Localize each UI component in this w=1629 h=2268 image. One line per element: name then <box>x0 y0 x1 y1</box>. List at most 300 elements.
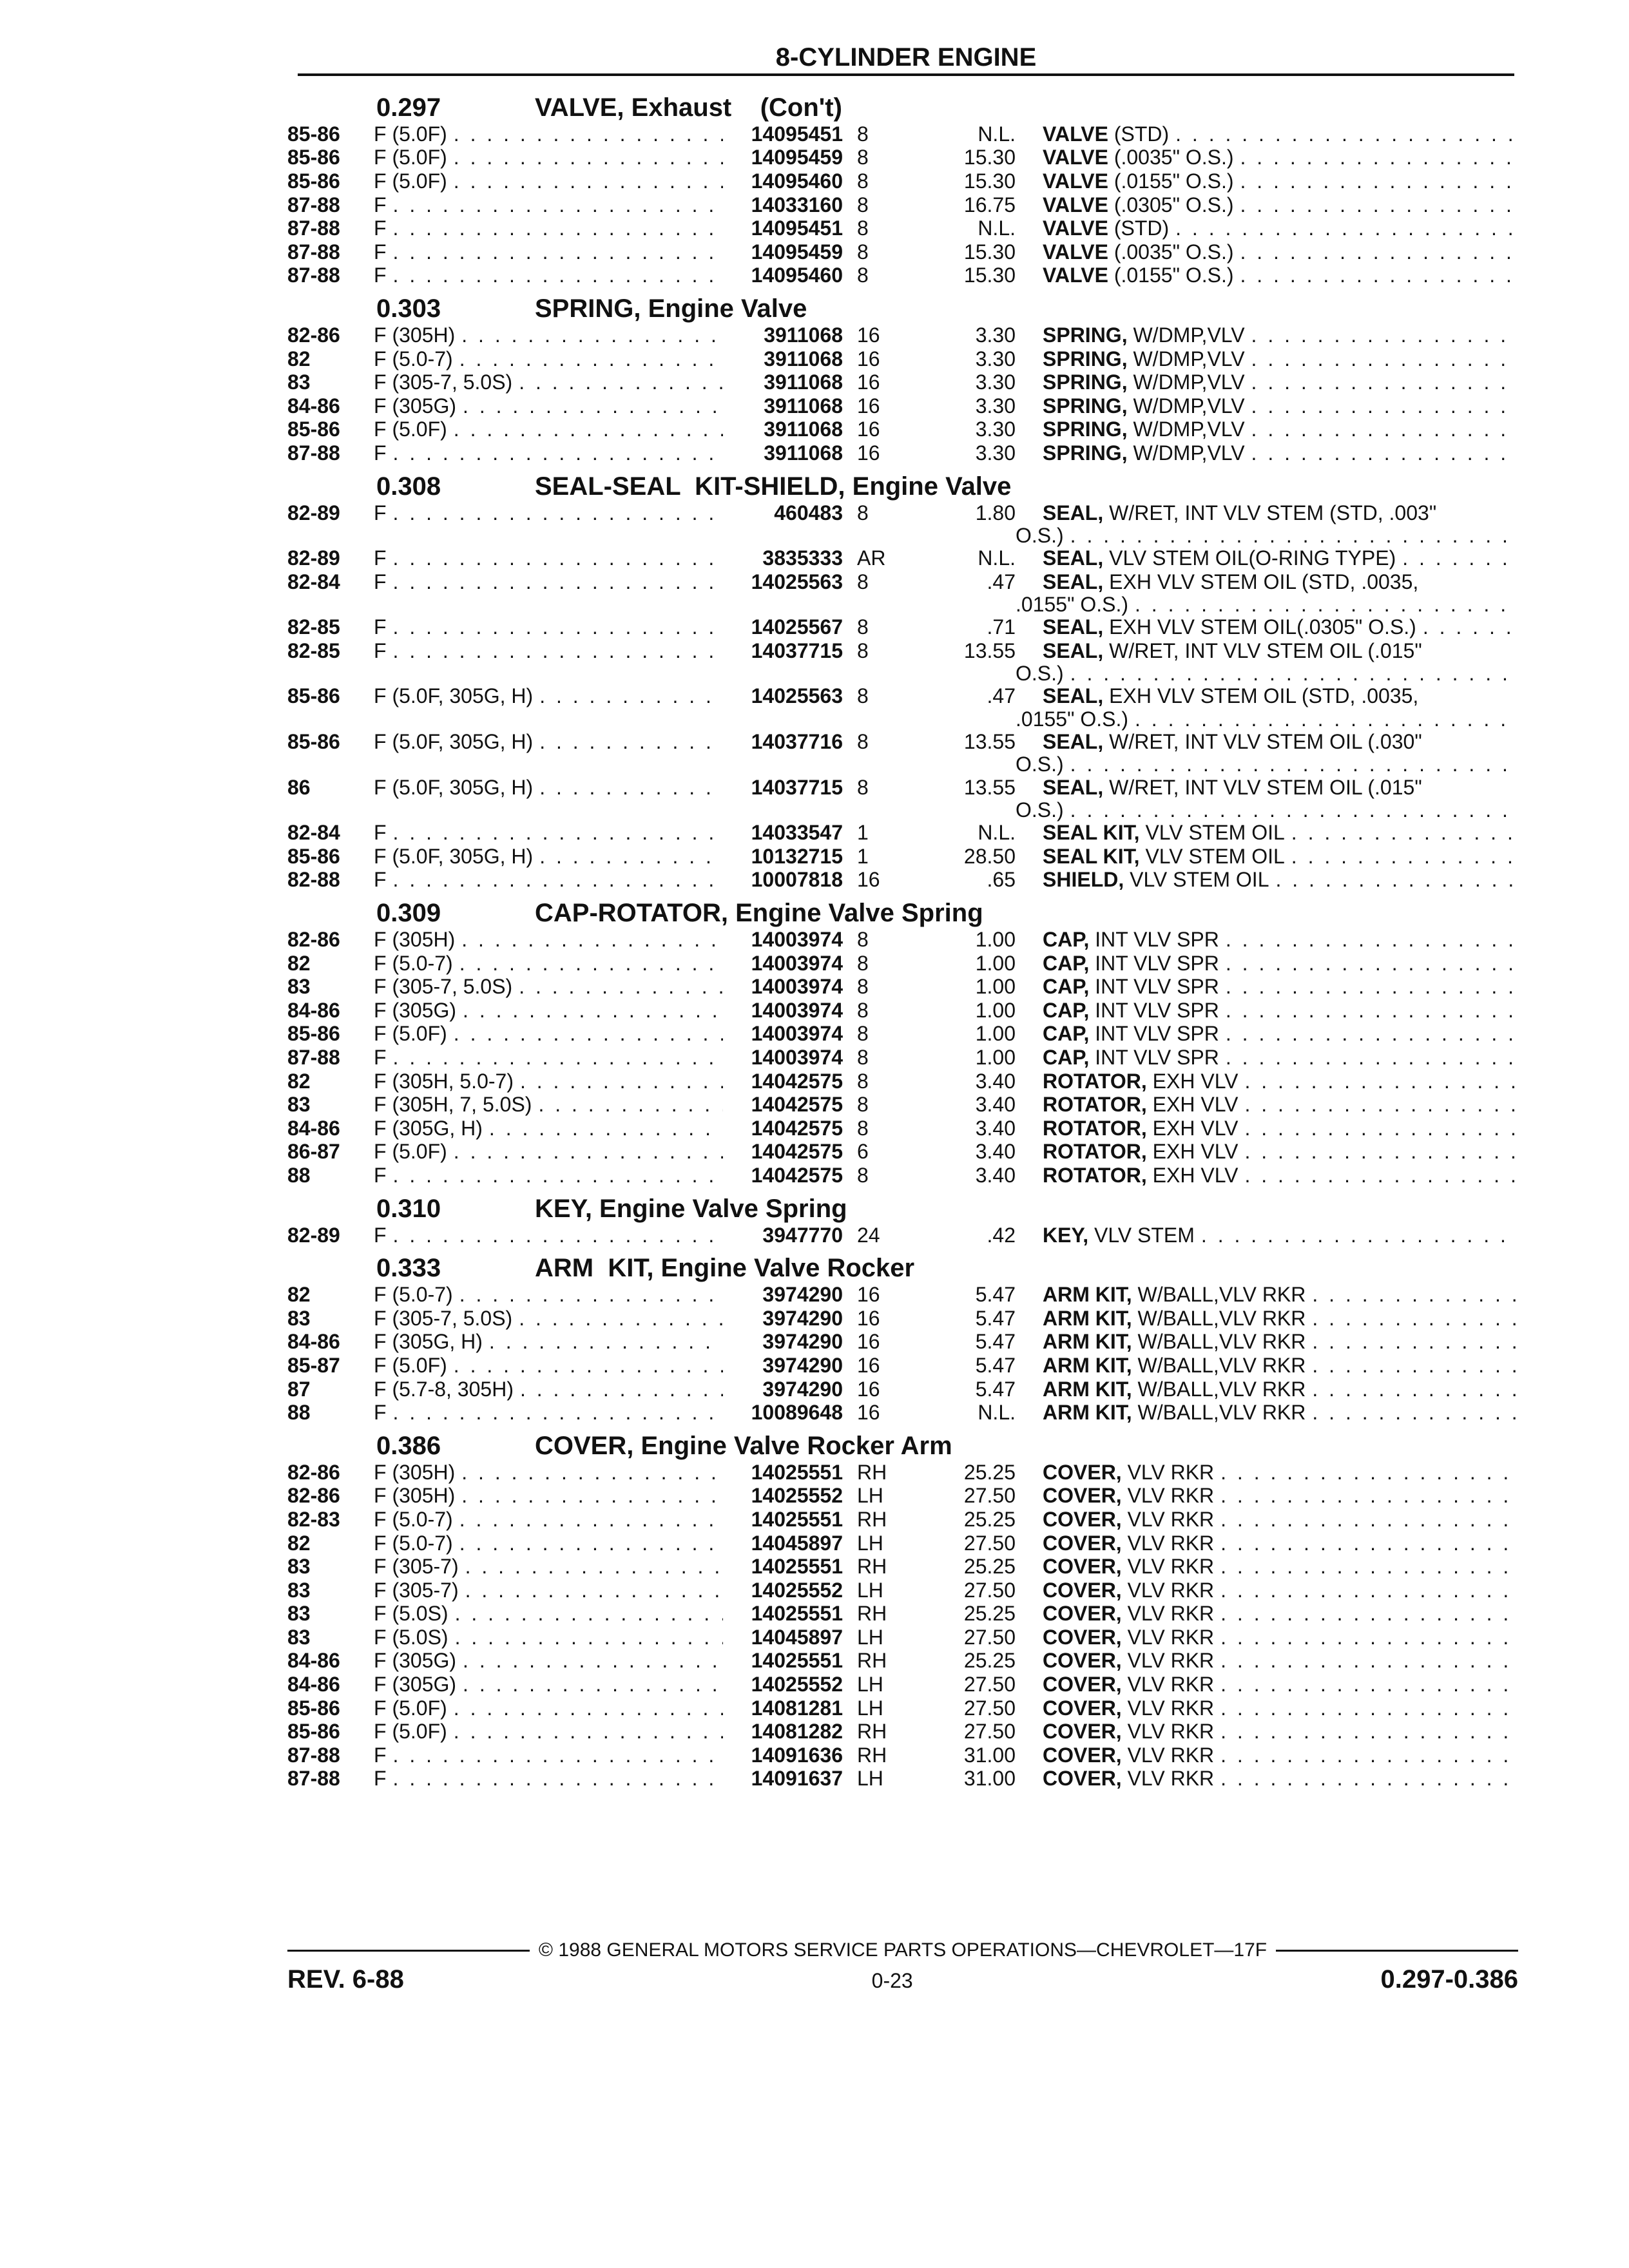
leader-dots <box>1251 370 1518 394</box>
price: 3.30 <box>975 347 1016 370</box>
leader-dots <box>1226 1046 1518 1070</box>
part-number: 14037716 <box>751 730 843 754</box>
leader-dots <box>1220 1626 1518 1649</box>
part-description <box>1043 1117 1518 1140</box>
price: 27.50 <box>963 1673 1016 1696</box>
application-cell <box>374 216 723 240</box>
part-description <box>1043 501 1518 525</box>
quantity: LH <box>857 1531 883 1555</box>
copyright-text: © 1988 GENERAL MOTORS SERVICE PARTS OPERATIONS—CHEVROLET—17F <box>538 1939 1268 1961</box>
page-title: 8-CYLINDER ENGINE <box>775 43 1037 72</box>
part-name: VALVE <box>1043 193 1108 216</box>
part-number: 14025552 <box>751 1578 843 1602</box>
model-years: 84-86 <box>287 1116 340 1140</box>
model-years: 82-86 <box>287 323 340 347</box>
part-row <box>287 394 1518 418</box>
model-years: 83 <box>287 975 311 999</box>
part-description <box>1043 1532 1518 1555</box>
part-description <box>1043 146 1518 169</box>
leader-dots <box>539 776 723 800</box>
leader-dots <box>1240 169 1518 193</box>
application-text: F (5.7-8, 305H) <box>374 1377 514 1401</box>
part-row <box>287 1307 1518 1331</box>
application-text: F <box>374 868 387 892</box>
quantity: LH <box>857 1673 883 1696</box>
part-description <box>1043 546 1518 570</box>
part-number: 3911068 <box>764 394 843 418</box>
part-detail: W/DMP,VLV <box>1127 370 1245 394</box>
price: 3.30 <box>975 394 1016 418</box>
part-row-continued <box>287 799 1518 821</box>
part-row <box>287 264 1518 288</box>
part-number: 14042575 <box>751 1140 843 1164</box>
model-years: 86 <box>287 775 311 799</box>
application-cell <box>374 146 723 169</box>
leader-dots <box>1312 1283 1518 1307</box>
part-detail: VLV RKR <box>1121 1531 1215 1555</box>
part-description <box>1043 1022 1518 1046</box>
part-description <box>1043 216 1518 240</box>
leader-dots <box>1251 323 1518 347</box>
leader-dots <box>1244 1117 1518 1140</box>
part-description <box>1043 1164 1518 1187</box>
application-cell <box>374 1484 723 1508</box>
quantity: 8 <box>857 122 869 146</box>
quantity: 16 <box>857 1306 880 1330</box>
model-years: 85-87 <box>287 1353 340 1377</box>
part-detail: W/DMP,VLV <box>1127 323 1245 347</box>
application-text: F (5.0-7) <box>374 1531 453 1555</box>
application-cell <box>374 868 723 892</box>
quantity: 8 <box>857 1069 869 1093</box>
application-cell <box>374 1354 723 1378</box>
part-name: ARM KIT, <box>1043 1283 1132 1307</box>
part-number: 3974290 <box>762 1283 843 1307</box>
part-detail: EXH VLV STEM OIL (STD, .0035, <box>1103 684 1419 708</box>
leader-dots <box>1070 524 1518 548</box>
section-code: 0.333 <box>376 1254 441 1283</box>
application-cell <box>374 441 723 465</box>
part-name: ROTATOR, <box>1043 1093 1147 1117</box>
part-name: CAP, <box>1043 928 1090 952</box>
part-number: 14037715 <box>751 639 843 662</box>
part-detail: VLV RKR <box>1121 1507 1215 1531</box>
part-name: COVER, <box>1043 1578 1122 1602</box>
price: N.L. <box>978 821 1016 845</box>
price: 3.40 <box>975 1093 1016 1117</box>
price: 25.25 <box>963 1602 1016 1626</box>
price: 3.30 <box>975 418 1016 441</box>
price: .47 <box>987 570 1016 593</box>
model-years: 85-86 <box>287 684 340 708</box>
leader-dots <box>393 1224 723 1247</box>
quantity: RH <box>857 1555 887 1579</box>
part-row <box>287 122 1518 146</box>
part-name: ARM KIT, <box>1043 1353 1132 1377</box>
part-row <box>287 169 1518 193</box>
leader-dots <box>1175 122 1518 146</box>
leader-dots <box>1240 146 1518 169</box>
price: 3.30 <box>975 370 1016 394</box>
part-number: 3974290 <box>762 1330 843 1354</box>
model-years: 87-88 <box>287 193 340 216</box>
application-cell <box>374 370 723 394</box>
part-name: COVER, <box>1043 1602 1122 1626</box>
part-name: SEAL, <box>1043 639 1104 662</box>
part-detail: W/RET, INT VLV STEM (STD, .003" <box>1103 501 1437 524</box>
part-number: 10089648 <box>751 1401 843 1425</box>
part-number: 3911068 <box>764 441 843 465</box>
part-row <box>287 1485 1518 1508</box>
leader-dots <box>463 1649 723 1673</box>
application-text: F <box>374 441 387 465</box>
part-row <box>287 570 1518 594</box>
part-number: 3835333 <box>762 546 843 570</box>
part-detail: W/DMP,VLV <box>1127 347 1245 370</box>
application-text: F <box>374 501 387 524</box>
leader-dots <box>1291 821 1518 845</box>
model-years: 83 <box>287 1578 311 1602</box>
part-description-cont <box>1016 798 1518 822</box>
part-name: ARM KIT, <box>1043 1377 1132 1401</box>
part-row <box>287 546 1518 570</box>
leader-dots <box>1135 707 1518 731</box>
leader-dots <box>1220 1484 1518 1508</box>
part-description <box>1043 845 1518 869</box>
application-text: F (5.0-7) <box>374 951 453 975</box>
application-text: F (5.0F) <box>374 1140 447 1164</box>
section-title: ARM KIT, Engine Valve Rocker <box>535 1254 915 1283</box>
quantity: 8 <box>857 1116 869 1140</box>
section-code: 0.308 <box>376 472 441 501</box>
quantity: RH <box>857 1743 887 1767</box>
leader-dots <box>1312 1307 1518 1331</box>
quantity: 8 <box>857 501 869 524</box>
application-cell <box>374 1555 723 1579</box>
revision-label: REV. 6-88 <box>287 1965 404 1994</box>
application-cell <box>374 1649 723 1673</box>
application-text: F (5.0S) <box>374 1602 448 1626</box>
part-detail: VLV RKR <box>1121 1720 1215 1744</box>
quantity: 16 <box>857 1330 880 1354</box>
part-description-cont <box>1016 662 1518 686</box>
application-cell <box>374 1744 723 1767</box>
part-number: 14095459 <box>751 146 843 169</box>
part-name: CAP, <box>1043 998 1090 1022</box>
application-text: F <box>374 1767 387 1791</box>
application-cell <box>374 639 723 663</box>
part-name: VALVE <box>1043 216 1108 240</box>
part-description <box>1043 1070 1518 1093</box>
quantity: 24 <box>857 1223 880 1247</box>
part-number: 14095460 <box>751 264 843 287</box>
part-detail: (STD) <box>1108 216 1170 240</box>
part-description <box>1043 1401 1518 1425</box>
leader-dots <box>1402 546 1518 570</box>
quantity: 8 <box>857 615 869 639</box>
application-cell <box>374 1461 723 1485</box>
leader-dots <box>1220 1532 1518 1555</box>
part-description <box>1043 441 1518 465</box>
quantity: RH <box>857 1720 887 1744</box>
page-number: 0-23 <box>871 1969 913 1992</box>
part-number: 14042575 <box>751 1163 843 1187</box>
price: 15.30 <box>963 169 1016 193</box>
quantity: 1 <box>857 821 869 845</box>
part-row <box>287 999 1518 1023</box>
leader-dots <box>1251 347 1518 371</box>
application-cell <box>374 1626 723 1649</box>
part-row-continued <box>287 594 1518 616</box>
part-number: 3974290 <box>762 1353 843 1377</box>
leader-dots <box>454 1022 723 1046</box>
part-detail: VLV RKR <box>1121 1555 1215 1579</box>
part-detail: VLV STEM OIL <box>1139 844 1285 868</box>
model-years: 82-86 <box>287 1460 340 1484</box>
part-row <box>287 347 1518 371</box>
part-row <box>287 975 1518 999</box>
leader-dots <box>454 1140 723 1164</box>
leader-dots <box>539 730 723 754</box>
model-years: 83 <box>287 1306 311 1330</box>
application-text: F (305H) <box>374 1484 456 1508</box>
part-detail: VLV RKR <box>1121 1696 1215 1720</box>
price: 5.47 <box>975 1377 1016 1401</box>
model-years: 87-88 <box>287 1743 340 1767</box>
part-description <box>1043 1579 1518 1602</box>
leader-dots <box>393 240 723 264</box>
part-row <box>287 639 1518 663</box>
part-detail: W/DMP,VLV <box>1127 394 1245 418</box>
section-heading <box>287 1247 1518 1283</box>
part-description <box>1043 975 1518 999</box>
leader-dots <box>1220 1767 1518 1791</box>
price: 1.00 <box>975 928 1016 952</box>
part-description <box>1043 1626 1518 1649</box>
part-number: 14025552 <box>751 1673 843 1696</box>
model-years: 82-83 <box>287 1507 340 1531</box>
part-description <box>1043 1767 1518 1791</box>
application-text: F (305-7, 5.0S) <box>374 975 513 999</box>
application-cell <box>374 1401 723 1425</box>
application-text: F (305H) <box>374 1460 456 1484</box>
application-cell <box>374 1070 723 1093</box>
part-row <box>287 370 1518 394</box>
part-detail: INT VLV SPR <box>1089 998 1219 1022</box>
application-text: F (5.0-7) <box>374 1507 453 1531</box>
leader-dots <box>461 1461 723 1485</box>
leader-dots <box>455 1602 723 1626</box>
section-code: 0.309 <box>376 899 441 928</box>
quantity: 8 <box>857 169 869 193</box>
quantity: 8 <box>857 775 869 799</box>
application-text: F (5.0S) <box>374 1625 448 1649</box>
quantity: 8 <box>857 570 869 593</box>
part-description <box>1043 418 1518 441</box>
application-cell <box>374 684 723 708</box>
part-description <box>1043 240 1518 264</box>
application-cell <box>374 501 723 525</box>
leader-dots <box>1070 753 1518 776</box>
part-row <box>287 1070 1518 1093</box>
footer-rule-right <box>1276 1950 1518 1952</box>
part-number: 14025551 <box>751 1460 843 1484</box>
part-name: COVER, <box>1043 1555 1122 1579</box>
part-name: SPRING, <box>1043 441 1128 465</box>
leader-dots <box>454 1696 723 1720</box>
part-row <box>287 1744 1518 1767</box>
model-years: 85-86 <box>287 1720 340 1744</box>
price: 5.47 <box>975 1353 1016 1377</box>
application-cell <box>374 1022 723 1046</box>
application-cell <box>374 821 723 845</box>
part-detail: INT VLV SPR <box>1089 1046 1219 1070</box>
part-row <box>287 685 1518 709</box>
part-number: 14042575 <box>751 1069 843 1093</box>
leader-dots <box>1312 1401 1518 1425</box>
part-description <box>1043 684 1518 708</box>
part-detail: EXH VLV <box>1146 1069 1239 1093</box>
part-description <box>1043 1696 1518 1720</box>
price: 3.40 <box>975 1069 1016 1093</box>
part-description-cont <box>1016 707 1518 731</box>
application-cell <box>374 323 723 347</box>
part-detail: W/RET, INT VLV STEM OIL (.030" <box>1103 730 1422 754</box>
part-row <box>287 146 1518 170</box>
part-row <box>287 1532 1518 1555</box>
part-name: COVER, <box>1043 1696 1122 1720</box>
part-detail: VLV RKR <box>1121 1625 1215 1649</box>
part-detail: EXH VLV <box>1146 1093 1239 1117</box>
model-years: 85-86 <box>287 844 340 868</box>
part-name: CAP, <box>1043 975 1090 999</box>
leader-dots <box>463 394 723 418</box>
application-cell <box>374 1307 723 1331</box>
part-detail: W/BALL,VLV RKR <box>1132 1330 1306 1354</box>
part-description <box>1043 1283 1518 1307</box>
price: 27.50 <box>963 1696 1016 1720</box>
quantity: 8 <box>857 975 869 999</box>
application-text: F (305G) <box>374 998 457 1022</box>
price: 13.55 <box>963 775 1016 799</box>
price: 1.00 <box>975 1046 1016 1070</box>
model-years: 85-86 <box>287 730 340 754</box>
quantity: RH <box>857 1649 887 1673</box>
quantity: 8 <box>857 193 869 216</box>
model-years: 82-88 <box>287 868 340 892</box>
part-number: 14025551 <box>751 1602 843 1626</box>
part-detail: INT VLV SPR <box>1089 975 1219 999</box>
section-heading <box>287 892 1518 928</box>
leader-dots <box>393 264 723 287</box>
quantity: 6 <box>857 1140 869 1164</box>
part-description-cont <box>1016 593 1518 617</box>
part-number: 14003974 <box>751 975 843 999</box>
application-cell <box>374 1117 723 1140</box>
section-title: CAP-ROTATOR, Engine Valve Spring <box>535 899 983 928</box>
application-text: F <box>374 1743 387 1767</box>
price: 27.50 <box>963 1484 1016 1508</box>
application-text: F (305H) <box>374 323 456 347</box>
section-code: 0.310 <box>376 1194 441 1223</box>
part-row <box>287 323 1518 347</box>
model-years: 82 <box>287 951 311 975</box>
part-detail: W/BALL,VLV RKR <box>1132 1353 1306 1377</box>
part-row <box>287 1117 1518 1140</box>
application-cell <box>374 1532 723 1555</box>
application-cell <box>374 1224 723 1247</box>
leader-dots <box>393 868 723 892</box>
model-years: 88 <box>287 1401 311 1425</box>
part-description <box>1043 1330 1518 1354</box>
price: 27.50 <box>963 1531 1016 1555</box>
leader-dots <box>489 1330 723 1354</box>
part-description <box>1043 1224 1518 1247</box>
part-detail: INT VLV SPR <box>1089 951 1219 975</box>
leader-dots <box>1423 615 1518 639</box>
model-years: 85-86 <box>287 1696 340 1720</box>
quantity: 8 <box>857 1093 869 1117</box>
part-detail-cont: .0155" O.S.) <box>1016 593 1128 616</box>
model-years: 87-88 <box>287 264 340 287</box>
application-text: F <box>374 821 387 845</box>
part-name: ARM KIT, <box>1043 1306 1132 1330</box>
part-number: 14091636 <box>751 1743 843 1767</box>
price: 25.25 <box>963 1460 1016 1484</box>
price: 5.47 <box>975 1283 1016 1307</box>
quantity: 8 <box>857 730 869 754</box>
part-detail: (.0155" O.S.) <box>1108 264 1234 287</box>
part-description <box>1043 615 1518 639</box>
application-cell <box>374 928 723 952</box>
model-years: 82-89 <box>287 501 340 524</box>
application-text: F (305-7, 5.0S) <box>374 370 513 394</box>
price: 13.55 <box>963 639 1016 662</box>
application-cell <box>374 975 723 999</box>
part-name: KEY, <box>1043 1223 1089 1247</box>
leader-dots <box>459 1532 723 1555</box>
application-text: F <box>374 1046 387 1070</box>
application-cell <box>374 1673 723 1696</box>
part-description <box>1043 639 1518 663</box>
price: 15.30 <box>963 240 1016 264</box>
part-name: SPRING, <box>1043 418 1128 441</box>
quantity: 1 <box>857 844 869 868</box>
part-detail: (STD) <box>1108 122 1170 146</box>
application-text: F (5.0F) <box>374 1022 447 1046</box>
part-detail: EXH VLV <box>1146 1116 1239 1140</box>
leader-dots <box>1275 868 1518 892</box>
part-detail: W/DMP,VLV <box>1127 441 1245 465</box>
application-text: F <box>374 1163 387 1187</box>
price: 1.00 <box>975 998 1016 1022</box>
part-row <box>287 952 1518 975</box>
quantity: LH <box>857 1696 883 1720</box>
model-years: 82-85 <box>287 615 340 639</box>
section-code: 0.297 <box>376 93 441 122</box>
leader-dots <box>459 1508 723 1532</box>
part-number: 14091637 <box>751 1767 843 1791</box>
leader-dots <box>459 347 723 371</box>
application-text: F (5.0-7) <box>374 1283 453 1307</box>
price: 27.50 <box>963 1720 1016 1744</box>
application-text: F (305H, 7, 5.0S) <box>374 1093 532 1117</box>
model-years: 82 <box>287 347 311 370</box>
price: 5.47 <box>975 1330 1016 1354</box>
part-detail: EXH VLV STEM OIL (STD, .0035, <box>1103 570 1419 593</box>
application-cell <box>374 1046 723 1070</box>
model-years: 82-86 <box>287 1484 340 1508</box>
